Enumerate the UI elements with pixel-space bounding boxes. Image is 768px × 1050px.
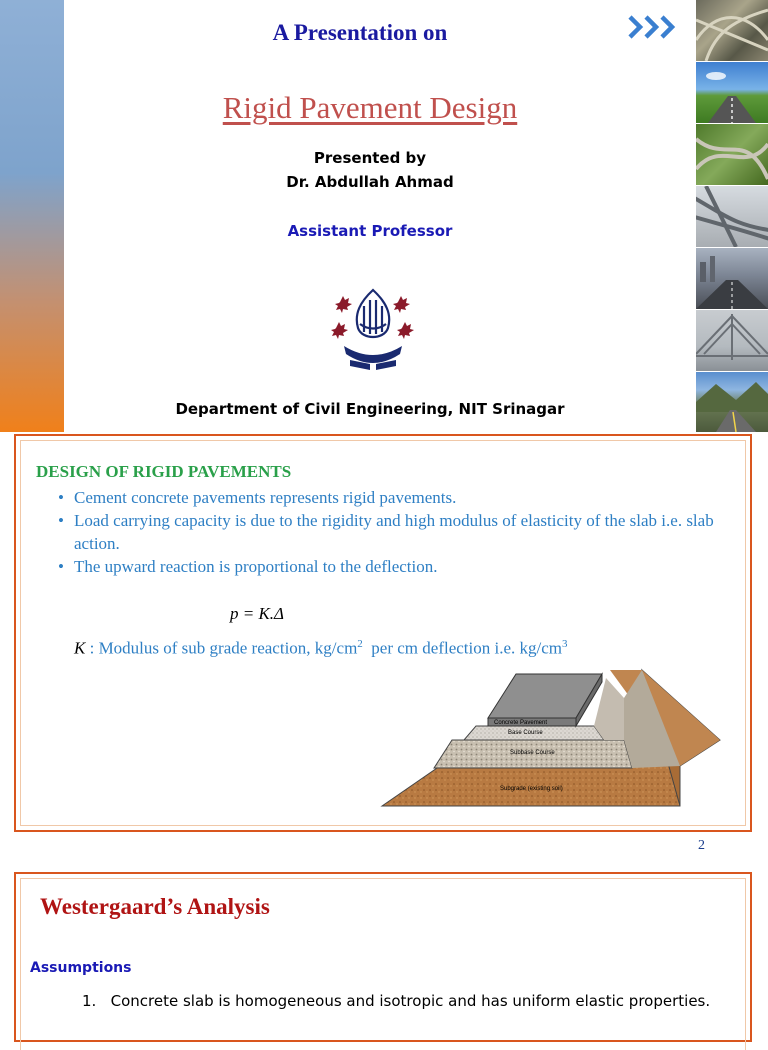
mountain-road-photo [696,372,768,433]
triple-chevron-right-icon [626,12,684,42]
k-symbol: K [74,638,86,658]
westergaard-slide [14,872,752,1042]
formula: p = K.Δ [230,604,285,623]
base-label: Base Course [508,730,543,736]
presenter-role: Assistant Professor [287,222,453,240]
highway-city-photo [696,248,768,310]
list-item [58,509,748,555]
suspension-bridge-photo [696,310,768,372]
photo-strip [696,0,768,432]
title-slide [0,0,768,432]
assumptions-heading: Assumptions [30,960,132,976]
concrete-label: Concrete Pavement [494,720,548,726]
pavement-layers-diagram [380,668,736,812]
list-item: • Cement concrete pavements represents rigid pavements. [58,486,748,509]
k-sup-2: 2 [357,638,363,650]
road-sky-photo [696,62,768,124]
k-text-2: per cm deflection i.e. kg/cm [362,638,562,658]
list-item: • The upward reaction is proportional to the deflection. [58,555,748,578]
subgrade-label: Subgrade (existing soil) [500,786,563,792]
rigid-pavements-slide [14,434,752,832]
slide-title: Westergaard’s Analysis [40,894,270,919]
k-text: : Modulus of sub grade reaction, kg/cm [89,638,358,658]
flyover-photo [696,124,768,186]
presenter-block [64,146,676,194]
bridge-cables-photo [696,186,768,248]
k-definition [74,638,568,659]
subbase-label: Subbase Course [510,750,555,756]
slide-heading: DESIGN OF RIGID PAVEMENTS [36,462,292,481]
presented-by-label: Presented by [313,149,427,167]
presenter-name: Dr. Abdullah Ahmad [286,173,454,191]
k-sup-3: 3 [562,638,568,650]
list-item-text: Load carrying capacity is due to the rigidity and high modulus of elasticity of the slab i.e. slab action. [74,511,714,553]
page-number: 2 [698,838,705,853]
presentation-title: Rigid Pavement Design [222,90,518,125]
presentation-kicker: A Presentation on [272,20,448,45]
list-item: 1. Concrete slab is homogeneous and isotropic and has uniform elastic properties. [82,992,711,1010]
department-line: Department of Civil Engineering, NIT Srinagar [175,400,565,418]
interchange-photo [696,0,768,62]
institute-logo [330,284,416,372]
bullet-list [58,486,748,578]
gradient-side-bar [0,0,64,432]
